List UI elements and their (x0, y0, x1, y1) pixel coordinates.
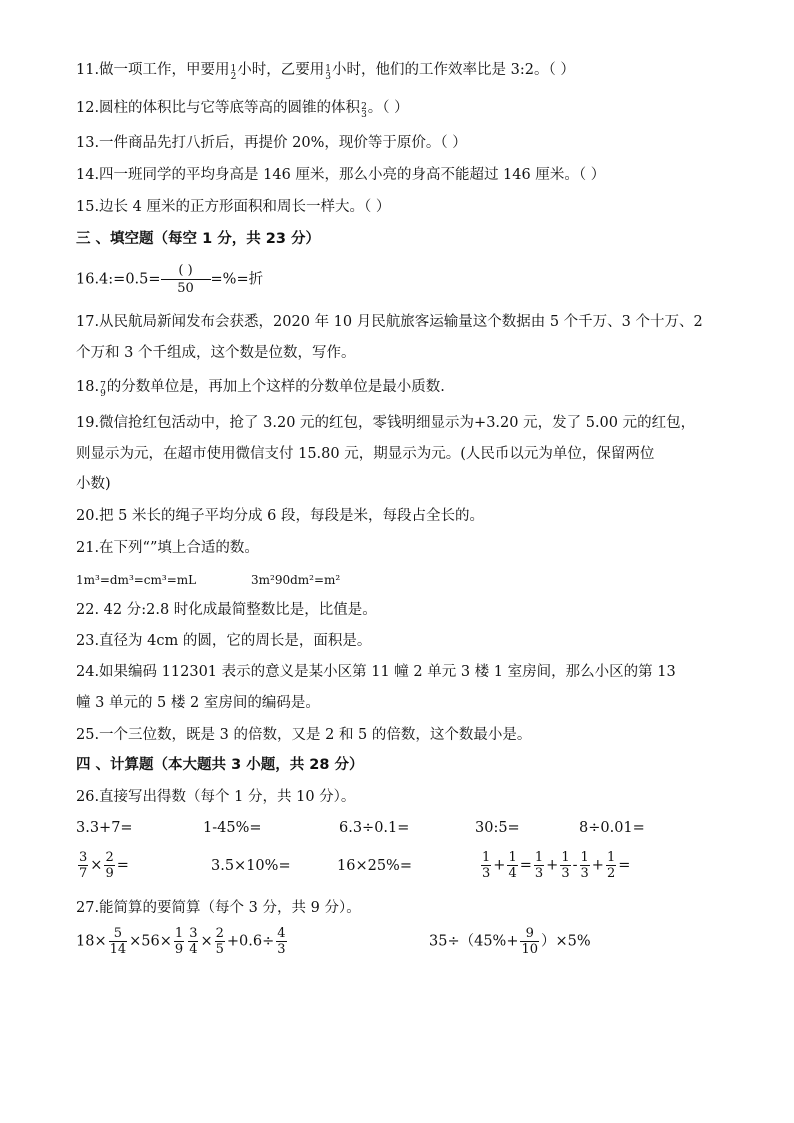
question-22: 22. 42 分:2.8 时化成最简整数比是，比值是。 (76, 602, 377, 618)
question-25: 25.一个三位数，既是 3 的倍数，又是 2 和 5 的倍数，这个数最小是。 (76, 727, 532, 743)
question-11 (76, 60, 575, 81)
q11-text-a: 11.做一项工作，甲要用 (76, 62, 230, 78)
q26-item-3: 6.3÷0.1= (339, 820, 410, 836)
question-20: 20.把 5 米长的绳子平均分成 6 段，每段是米，每段占全长的。 (76, 508, 484, 524)
question-15: 15.边长 4 厘米的正方形面积和周长一样大。（ ） (76, 199, 391, 215)
q11-text-c: 小时，他们的工作效率比是 3:2。（ ） (332, 62, 575, 78)
question-19-line-2: 则显示为元，在超市使用微信支付 15.80 元，期显示为元。(人民币以元为单位，保留两位 (76, 446, 655, 462)
q12-fraction: 2 3 (361, 102, 367, 120)
question-21: 21.在下列“”填上合适的数。 (76, 540, 259, 556)
q26-item-4: 30:5= (475, 820, 520, 836)
question-24-line-1: 24.如果编码 112301 表示的意义是某小区第 11 幢 2 单元 3 楼 1 室房间，那么小区的第 13 (76, 664, 676, 680)
q26-item-6-fraction-2: $\frac{2}{9}$ (105, 850, 114, 881)
section-heading-fill-in: 三 、填空题（每空 1 分，共 23 分） (76, 231, 321, 247)
question-24-line-2: 幢 3 单元的 5 楼 2 室房间的编码是。 (76, 695, 320, 711)
q26-item-7: 3.5×10%= (211, 858, 291, 874)
question-17-line-2: 个万和 3 个千组成，这个数是位数，写作。 (76, 345, 356, 361)
q18-text-a: 18. (76, 379, 100, 395)
q12-text-a: 12.圆柱的体积比与它等底等高的圆锥的体积 (76, 100, 361, 116)
q26-item-6: $\frac{3}{7}$ × $\frac{2}{9}$ = (79, 850, 129, 881)
q27-expression-2: 35÷（45%+ $\frac{9}{10}$ ）×5% (429, 926, 591, 957)
question-12 (76, 98, 409, 119)
q26-item-8: 16×25%= (337, 858, 412, 874)
question-19-line-1: 19.微信抢红包活动中，抢了 3.20 元的红包，零钱明细显示为+3.20 元，发了 5.00 元的红包， (76, 415, 696, 431)
question-27-title: 27.能简算的要简算（每个 3 分，共 9 分）。 (76, 900, 361, 916)
question-17-line-1: 17.从民航局新闻发布会获悉，2020 年 10 月民航旅客运输量这个数据由 5 个千万、3 个十万、2 (76, 314, 703, 330)
q26-item-9: $\frac{1}{3}$ + $\frac{1}{4}$ = $\frac{1}{3}$ + $\frac{1}{3}$ - $\frac{1}{3}$ + $\frac{1}{2}$ = (482, 850, 631, 881)
question-14: 14.四一班同学的平均身高是 146 厘米，那么小亮的身高不能超过 146 厘米。（ ） (76, 167, 606, 183)
q26-item-1: 3.3+7= (76, 820, 133, 836)
section-heading-calculation: 四 、计算题（本大题共 3 小题，共 28 分） (76, 757, 364, 773)
q18-text-b: 的分数单位是，再加上个这样的分数单位是最小质数. (106, 379, 445, 395)
q12-text-b: 。（ ） (367, 100, 409, 116)
question-19-line-3: 小数) (76, 476, 111, 492)
q21-unit-conversion-2: 3m²90dm²=m² (251, 573, 341, 587)
q26-item-5: 8÷0.01= (579, 820, 645, 836)
question-23: 23.直径为 4cm 的圆，它的周长是，面积是。 (76, 633, 372, 649)
q27-expression-1: 18× $\frac{5}{14}$ ×56× $\frac{1}{9}$ $\frac{3}{4}$ × $\frac{2}{5}$ +0.6÷ $\frac{4}{3}$ (76, 926, 286, 957)
q26-item-6-fraction-1: $\frac{3}{7}$ (79, 850, 88, 881)
q11-text-b: 小时，乙要用 (237, 62, 325, 78)
q16-text-a: 16.4:=0.5= (76, 271, 161, 288)
q11-fraction-1: 1 2 (230, 64, 237, 82)
question-16 (76, 262, 263, 297)
q11-fraction-2: 1 3 (325, 64, 332, 82)
q18-fraction: 7 9 (100, 381, 106, 399)
question-18 (76, 377, 445, 398)
q16-text-b: =%=折 (210, 271, 264, 288)
q26-item-2: 1-45%= (203, 820, 262, 836)
q16-fraction: $\frac{( )}{50}$ (161, 262, 211, 297)
question-26-title: 26.直接写出得数（每个 1 分，共 10 分）。 (76, 789, 356, 805)
q21-unit-conversion-1: 1m³=dm³=cm³=mL (76, 573, 197, 587)
question-13: 13.一件商品先打八折后，再提价 20%，现价等于原价。（ ） (76, 135, 467, 151)
